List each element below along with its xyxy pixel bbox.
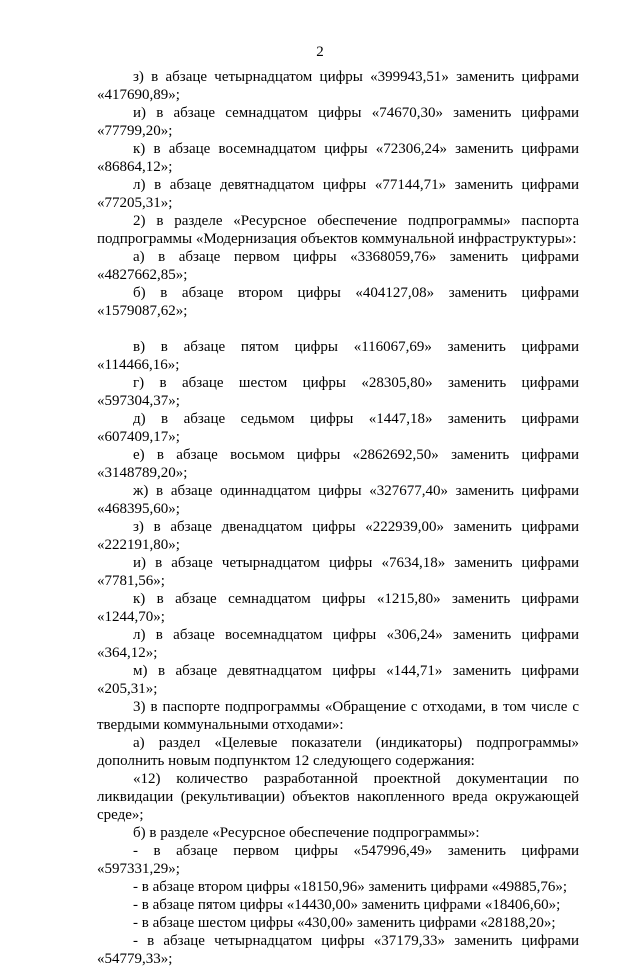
page-number: 2	[316, 44, 324, 60]
paragraph: - в абзаце втором цифры «18150,96» заменить цифрами «49885,76»;	[133, 879, 568, 895]
document-body	[97, 68, 579, 968]
paragraph: - в абзаце первом цифры «547996,49» заменить цифрами «597331,29»;	[97, 843, 579, 877]
paragraph: в) в абзаце пятом цифры «116067,69» заменить цифрами «114466,16»;	[97, 339, 579, 373]
paragraph: ж) в абзаце одиннадцатом цифры «327677,40» заменить цифрами «468395,60»;	[97, 483, 579, 517]
paragraph: и) в абзаце четырнадцатом цифры «7634,18» заменить цифрами «7781,56»;	[97, 555, 579, 589]
paragraph: «12) количество разработанной проектной документации по ликвидации (рекультивации) объектов накопленного вреда окружающей среде»;	[97, 771, 579, 823]
paragraph: - в абзаце шестом цифры «430,00» заменить цифрами «28188,20»;	[133, 915, 556, 931]
paragraph: и) в абзаце семнадцатом цифры «74670,30» заменить цифрами «77799,20»;	[97, 105, 579, 139]
paragraph: б) в абзаце втором цифры «404127,08» заменить цифрами «1579087,62»;	[97, 285, 579, 319]
paragraph: л) в абзаце девятнадцатом цифры «77144,71» заменить цифрами «77205,31»;	[97, 177, 579, 211]
paragraph: 2) в разделе «Ресурсное обеспечение подпрограммы» паспорта подпрограммы «Модернизация объектов коммунальной инфраструктуры»:	[97, 213, 579, 247]
paragraph: к) в абзаце семнадцатом цифры «1215,80» заменить цифрами «1244,70»;	[97, 591, 579, 625]
paragraph: л) в абзаце восемнадцатом цифры «306,24» заменить цифрами «364,12»;	[97, 627, 579, 661]
paragraph: з) в абзаце четырнадцатом цифры «399943,51» заменить цифрами «417690,89»;	[97, 69, 579, 103]
paragraph: - в абзаце пятом цифры «14430,00» заменить цифрами «18406,60»;	[133, 897, 561, 913]
paragraph: 3) в паспорте подпрограммы «Обращение с отходами, в том числе с твердыми коммунальными отходами»:	[97, 699, 579, 733]
paragraph: к) в абзаце восемнадцатом цифры «72306,24» заменить цифрами «86864,12»;	[97, 141, 579, 175]
paragraph: е) в абзаце восьмом цифры «2862692,50» заменить цифрами «3148789,20»;	[97, 447, 579, 481]
paragraph: а) в абзаце первом цифры «3368059,76» заменить цифрами «4827662,85»;	[97, 249, 579, 283]
paragraph: з) в абзаце двенадцатом цифры «222939,00» заменить цифрами «222191,80»;	[97, 519, 579, 553]
paragraph: д) в абзаце седьмом цифры «1447,18» заменить цифрами «607409,17»;	[97, 411, 579, 445]
paragraph: - в абзаце четырнадцатом цифры «37179,33» заменить цифрами «54779,33»;	[97, 933, 579, 967]
paragraph: м) в абзаце девятнадцатом цифры «144,71» заменить цифрами «205,31»;	[97, 663, 579, 697]
paragraph: а) раздел «Целевые показатели (индикаторы) подпрограммы» дополнить новым подпунктом 12 следующего содержания:	[97, 735, 579, 769]
paragraph: б) в разделе «Ресурсное обеспечение подпрограммы»:	[133, 825, 480, 841]
paragraph: г) в абзаце шестом цифры «28305,80» заменить цифрами «597304,37»;	[97, 375, 579, 409]
